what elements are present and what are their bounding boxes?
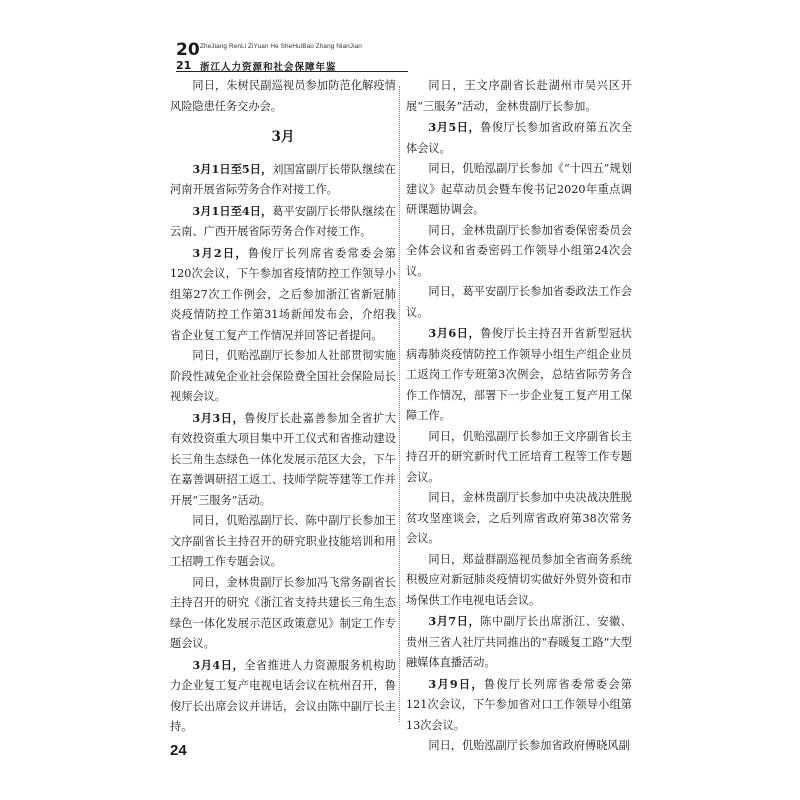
entry-date: 3月1日至5日，	[192, 161, 273, 176]
entry-text: 陈中副厅长出席浙江、安徽、贵州三省人社厅共同推出的“春暖复工路”大型融媒体直播活动。	[406, 615, 632, 669]
entry-paragraph	[406, 76, 632, 117]
entry-paragraph	[170, 159, 396, 201]
entry-text: 葛平安副厅长带队继续在云南、广西开展省际劳务合作对接工作。	[170, 204, 396, 238]
entry-date: 3月5日，	[428, 120, 481, 134]
entry-text: 鲁俊厅长列席省委常委会第121次会议，下午参加省对口工作领导小组第13次会议。	[406, 677, 632, 732]
entry-paragraph	[170, 655, 396, 738]
column-divider	[399, 86, 400, 722]
running-header	[176, 40, 416, 73]
entry-paragraph	[170, 346, 396, 408]
entry-paragraph	[406, 323, 632, 427]
header-rule	[176, 71, 408, 72]
entry-paragraph	[406, 427, 632, 489]
entry-paragraph	[406, 550, 632, 612]
entry-text: 同日，仉贻泓副厅长参加人社部贯彻实施阶段性减免企业社会保险费全国社会保险局长视频会议。	[170, 349, 396, 403]
month-heading: 3月	[271, 129, 295, 145]
entry-text: 同日，金林贵副厅长参加冯飞常务副省长主持召开的研究《浙江省支持共建长三角生态绿色一体化发展示范区政策意见》制定工作专题会议。	[170, 575, 396, 650]
entry-text: 刘国富副厅长带队继续在河南开展省际劳务合作对接工作。	[170, 162, 396, 196]
header-year-top: 20	[176, 40, 200, 60]
entry-paragraph	[406, 282, 632, 323]
entry-text: 同日，金林贵副厅长参加省委保密委员会全体会议和省委密码工作领导小组第24次会议。	[406, 223, 632, 278]
entry-date: 3月4日，	[192, 657, 245, 672]
entry-paragraph	[170, 243, 396, 347]
entry-text: 鲁俊厅长主持召开省新型冠状病毒肺炎疫情防控工作领导小组生产组企业员工返岗工作专班第3次例会，总结省际劳务合作工作情况，部署下一步企业复工复产用工保障工作。	[406, 327, 632, 422]
entry-text: 同日，葛平安副厅长参加省委政法工作会议。	[406, 285, 632, 319]
header-year-bottom: 21	[176, 59, 192, 72]
entry-paragraph	[406, 117, 632, 159]
entry-text: 同日，王文序副省长赴湖州市吴兴区开展“三服务”活动，金林贵副厅长参加。	[406, 79, 632, 113]
page-number: 24	[170, 742, 187, 759]
entry-paragraph	[406, 488, 632, 550]
entry-text: 同日，仉贻泓副厅长参加《“十四五”规划建议》起草动员会暨车俊书记2020年重点调研课题协调会。	[406, 162, 632, 216]
right-text-column	[406, 76, 632, 757]
entry-text: 同日，仉贻泓副厅长参加王文序副省长主持召开的研究新时代工匠培育工程等工作专题会议。	[406, 429, 632, 484]
entry-date: 3月1日至4日，	[192, 203, 273, 218]
entry-text: 鲁俊厅长赴嘉善参加全省扩大有效投资重大项目集中开工仪式和省推动建设长三角生态绿色一体化发展示范区大会，下午在嘉善调研招工返工、技师学院等建等工作并开展“三服务”活动。	[170, 411, 396, 507]
entry-paragraph	[170, 408, 396, 512]
entry-paragraph	[406, 674, 632, 737]
entry-paragraph	[406, 736, 632, 757]
entry-date: 3月7日，	[428, 614, 481, 628]
left-text-column	[170, 76, 396, 738]
entry-text: 全省推进人力资源服务机构助力企业复工复产电视电话会议在杭州召开，鲁俊厅长出席会议并讲话，会议由陈中副厅长主持。	[170, 658, 396, 733]
entry-text: 同日，朱树民副巡视员参加防范化解疫情风险隐患任务交办会。	[170, 79, 396, 113]
entry-paragraph	[406, 159, 632, 221]
entry-paragraph	[406, 221, 632, 283]
entry-text: 同日，仉贻泓副厅长参加省政府傅晓风副	[428, 739, 630, 752]
entry-paragraph	[170, 511, 396, 573]
entry-date: 3月9日，	[428, 676, 484, 691]
header-book-title: 浙江人力资源和社会保障年鉴	[200, 62, 337, 73]
entry-date: 3月2日，	[192, 245, 248, 260]
entry-paragraph	[170, 76, 396, 117]
entry-paragraph	[170, 573, 396, 655]
entry-text: 同日，郑益群副巡视员参加全省商务系统积极应对新冠肺炎疫情切实做好外贸外资和市场保供工作电视电话会议。	[406, 552, 632, 607]
entry-paragraph	[170, 201, 396, 243]
entry-text: 鲁俊厅长参加省政府第五次全体会议。	[406, 121, 632, 155]
entry-text: 同日，金林贵副厅长参加中央决战决胜脱贫攻坚座谈会，之后列席省政府第38次常务会议。	[406, 491, 632, 545]
entry-text: 鲁俊厅长列席省委常委会第120次会议，下午参加省疫情防控工作领导小组第27次工作例会，之后参加浙江省新冠肺炎疫情防控工作第31场新闻发布会，介绍我省企业复工复产工作情况并回答记者提问。	[170, 246, 396, 342]
header-pinyin-title: ZheJiang RenLi ZiYuan He SheHuiBao Zhang NianJian	[200, 43, 362, 50]
entry-date: 3月6日，	[428, 326, 481, 340]
entry-text: 同日，仉贻泓副厅长、陈中副厅长参加王文序副省长主持召开的研究职业技能培训和用工招聘工作专题会议。	[170, 514, 396, 568]
entry-date: 3月3日，	[192, 410, 245, 425]
entry-paragraph	[406, 611, 632, 674]
